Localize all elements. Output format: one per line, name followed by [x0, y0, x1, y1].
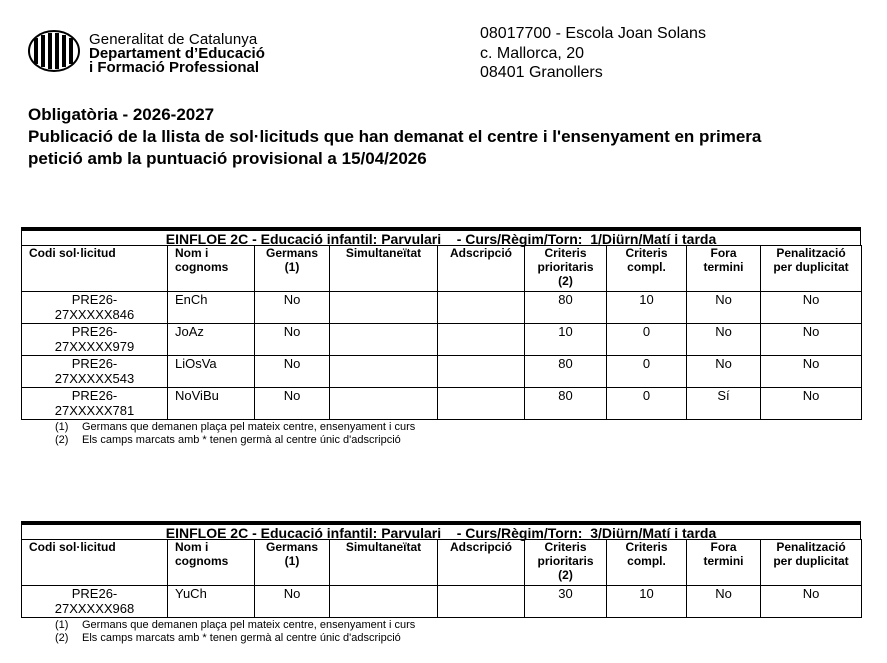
heading-line-1: Obligatòria - 2026-2027 [28, 105, 215, 124]
cell-penalitzacio: No [761, 292, 862, 324]
col-codi: Codi sol·licitud [22, 246, 168, 292]
cell-simultaneitat [330, 586, 438, 618]
footnotes [55, 421, 861, 447]
table-row [22, 586, 862, 618]
cell-complementaris: 10 [607, 292, 687, 324]
col-adscripcio: Adscripció [438, 246, 525, 292]
cell-code: PRE26- 27XXXXX979 [22, 324, 168, 356]
col-penalitzacio: Penalització per duplicitat [761, 246, 862, 292]
cell-complementaris: 0 [607, 388, 687, 420]
cell-germans: No [255, 292, 330, 324]
school-street: c. Mallorca, 20 [480, 44, 585, 62]
block-title: EINFLOE 2C - Educació infantil: Parvulari - Curs/Règim/Torn: 3/Diürn/Matí i tarda [21, 521, 861, 539]
cell-fora-termini: No [687, 586, 761, 618]
requests-table [21, 539, 862, 618]
col-prioritaris: Criteris prioritaris (2) [525, 540, 607, 586]
cell-prioritaris: 80 [525, 356, 607, 388]
cell-adscripcio [438, 586, 525, 618]
cell-complementaris: 0 [607, 356, 687, 388]
col-prioritaris: Criteris prioritaris (2) [525, 246, 607, 292]
school-name: 08017700 - Escola Joan Solans [480, 25, 706, 42]
cell-fora-termini: Sí [687, 388, 761, 420]
footnote-1: (1) Germans que demanen plaça pel mateix centre, ensenyament i curs [55, 619, 416, 631]
footnotes [55, 619, 861, 645]
cell-germans: No [255, 324, 330, 356]
col-adscripcio: Adscripció [438, 540, 525, 586]
cell-code: PRE26- 27XXXXX781 [22, 388, 168, 420]
col-nom: Nom i cognoms [168, 540, 255, 586]
cell-complementaris: 0 [607, 324, 687, 356]
cell-penalitzacio: No [761, 388, 862, 420]
footnote-1: (1) Germans que demanen plaça pel mateix centre, ensenyament i curs [55, 421, 416, 433]
cell-name: EnCh [168, 292, 255, 324]
cell-penalitzacio: No [761, 586, 862, 618]
table-row [22, 388, 862, 420]
heading-line-2: Publicació de la llista de sol·licituds que han demanat el centre i l'ensenyament en primera [28, 127, 762, 146]
col-codi: Codi sol·licitud [22, 540, 168, 586]
table-row [22, 324, 862, 356]
page-heading [28, 104, 761, 170]
table-row [22, 292, 862, 324]
col-complementaris: Criteris compl. [607, 246, 687, 292]
cell-germans: No [255, 388, 330, 420]
cell-prioritaris: 80 [525, 292, 607, 324]
cell-penalitzacio: No [761, 356, 862, 388]
col-complementaris: Criteris compl. [607, 540, 687, 586]
requests-block-2 [21, 521, 861, 645]
cell-adscripcio [438, 292, 525, 324]
cell-name: YuCh [168, 586, 255, 618]
cell-simultaneitat [330, 356, 438, 388]
logo-line-2: Departament d’Educació [89, 45, 265, 62]
cell-adscripcio [438, 388, 525, 420]
cell-simultaneitat [330, 324, 438, 356]
logo-line-1: Generalitat de Catalunya [89, 31, 258, 48]
col-nom: Nom i cognoms [168, 246, 255, 292]
generalitat-logo [28, 30, 265, 74]
cell-prioritaris: 80 [525, 388, 607, 420]
cell-simultaneitat [330, 388, 438, 420]
header-row [22, 246, 862, 292]
school-info [480, 24, 706, 83]
col-simultaneitat: Simultaneïtat [330, 246, 438, 292]
cell-code: PRE26- 27XXXXX968 [22, 586, 168, 618]
cell-adscripcio [438, 324, 525, 356]
col-fora-termini: Fora termini [687, 540, 761, 586]
col-penalitzacio: Penalització per duplicitat [761, 540, 862, 586]
generalitat-emblem-icon [28, 30, 80, 72]
col-fora-termini: Fora termini [687, 246, 761, 292]
heading-line-3: petició amb la puntuació provisional a 15/04/2026 [28, 149, 427, 168]
cell-simultaneitat [330, 292, 438, 324]
cell-germans: No [255, 356, 330, 388]
cell-prioritaris: 10 [525, 324, 607, 356]
header-row [22, 540, 862, 586]
cell-name: LiOsVa [168, 356, 255, 388]
cell-fora-termini: No [687, 292, 761, 324]
cell-penalitzacio: No [761, 324, 862, 356]
requests-table [21, 245, 862, 420]
cell-complementaris: 10 [607, 586, 687, 618]
col-simultaneitat: Simultaneïtat [330, 540, 438, 586]
table-row [22, 356, 862, 388]
requests-block-1 [21, 227, 861, 447]
school-city: 08401 Granollers [480, 64, 603, 81]
cell-fora-termini: No [687, 324, 761, 356]
footnote-2: (2) Els camps marcats amb * tenen germà al centre únic d'adscripció [55, 632, 401, 644]
col-germans: Germans (1) [255, 540, 330, 586]
cell-adscripcio [438, 356, 525, 388]
block-title: EINFLOE 2C - Educació infantil: Parvulari - Curs/Règim/Torn: 1/Diürn/Matí i tarda [21, 227, 861, 245]
logo-line-3: i Formació Professional [89, 59, 260, 76]
cell-fora-termini: No [687, 356, 761, 388]
cell-name: NoViBu [168, 388, 255, 420]
cell-name: JoAz [168, 324, 255, 356]
col-germans: Germans (1) [255, 246, 330, 292]
footnote-2: (2) Els camps marcats amb * tenen germà al centre únic d'adscripció [55, 434, 401, 446]
cell-prioritaris: 30 [525, 586, 607, 618]
cell-code: PRE26- 27XXXXX846 [22, 292, 168, 324]
cell-germans: No [255, 586, 330, 618]
cell-code: PRE26- 27XXXXX543 [22, 356, 168, 388]
